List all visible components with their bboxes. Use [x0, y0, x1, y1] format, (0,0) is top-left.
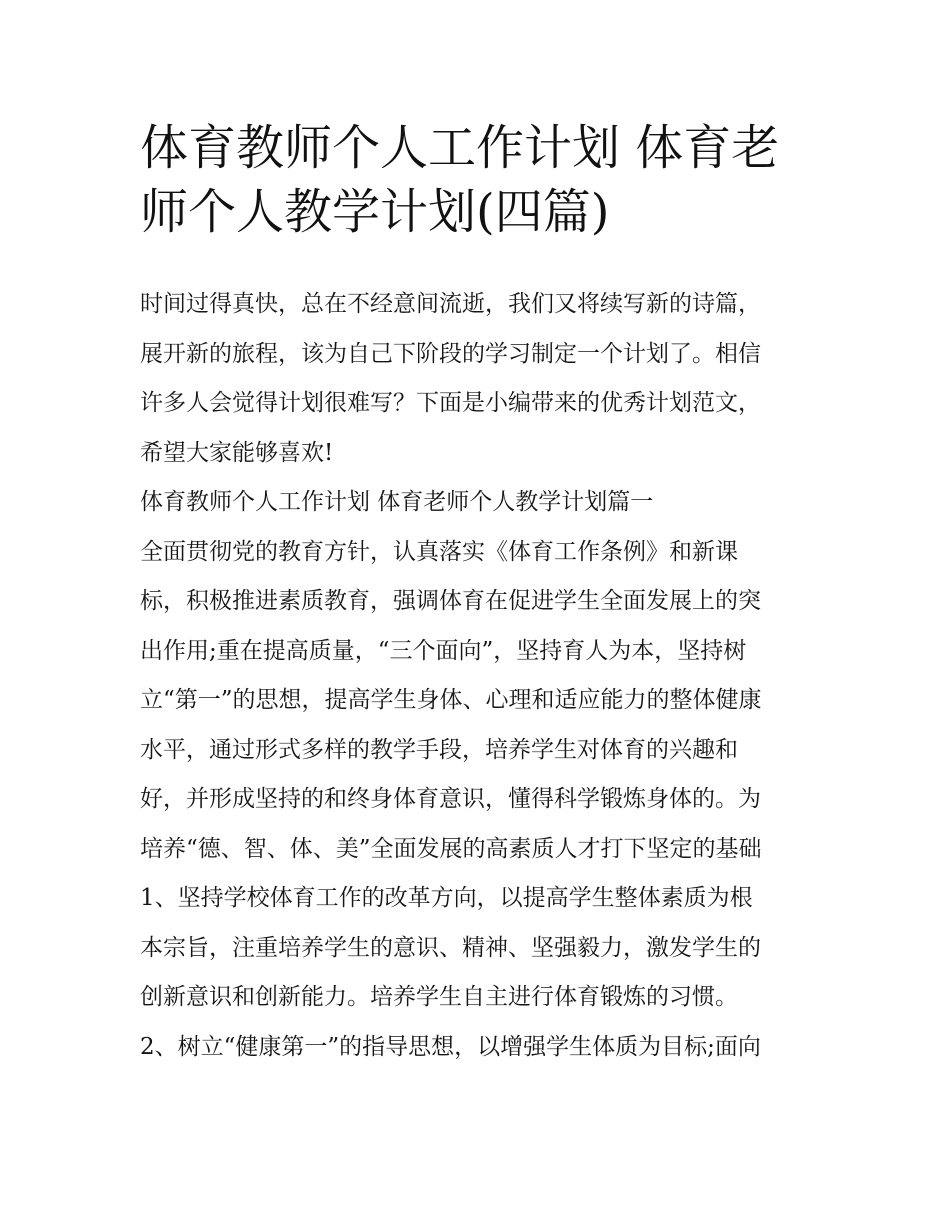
body-line: 立“第一”的思想，提高学生身体、心理和适应能力的整体健康: [140, 687, 762, 713]
list-item-line: 1、坚持学校体育工作的改革方向，以提高学生整体素质为根: [140, 885, 753, 911]
document-title: [140, 116, 820, 244]
body-line: 出作用;重在提高质量，“三个面向”，坚持育人为本，坚持树: [140, 637, 747, 664]
section-heading: 体育教师个人工作计划 体育老师个人教学计划篇一: [140, 489, 654, 515]
intro-line: 时间过得真快，总在不经意间流逝，我们又将续写新的诗篇，: [140, 291, 761, 317]
title-line: 师个人教学计划(四篇): [140, 184, 610, 240]
intro-line: 许多人会觉得计划很难写？下面是小编带来的优秀计划范文，: [140, 390, 761, 416]
body-line: 标，积极推进素质教育，强调体育在促进学生全面发展上的突: [140, 588, 761, 614]
title-line: 体育教师个人工作计划 体育老: [140, 120, 780, 176]
body-line: 全面贯彻党的教育方针，认真落实《体育工作条例》和新课: [140, 538, 738, 565]
document-body: [140, 280, 830, 1072]
intro-line: 希望大家能够喜欢!: [140, 439, 334, 466]
body-line: 好，并形成坚持的和终身体育意识，懂得科学锻炼身体的。为: [140, 786, 761, 812]
list-item-line: 创新意识和创新能力。培养学生自主进行体育锻炼的习惯。: [140, 984, 738, 1010]
list-item-line: 本宗旨，注重培养学生的意识、精神、坚强毅力，激发学生的: [140, 934, 761, 961]
body-line: 水平，通过形式多样的教学手段，培养学生对体育的兴趣和: [140, 736, 738, 763]
list-item-line: 2、树立“健康第一”的指导思想，以增强学生体质为目标;面向: [140, 1033, 761, 1060]
body-line: 培养“德、智、体、美”全面发展的高素质人才打下坚定的基础: [140, 835, 762, 862]
intro-line: 展开新的旅程，该为自己下阶段的学习制定一个计划了。相信: [140, 340, 761, 367]
